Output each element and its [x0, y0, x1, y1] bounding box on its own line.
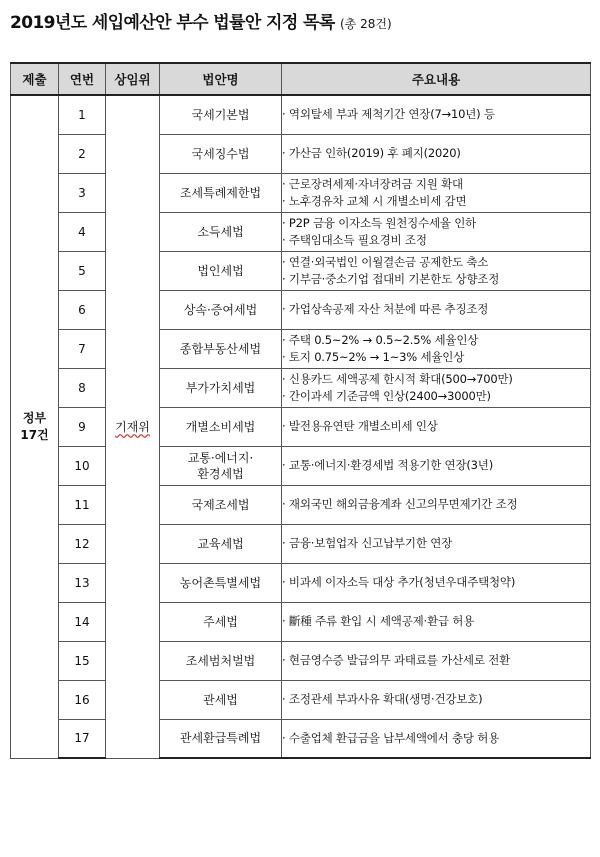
bill-name: 농어촌특별세법	[160, 563, 282, 602]
content-line: · 근로장려세제·자녀장려금 지원 확대	[282, 176, 590, 193]
row-number: 7	[59, 329, 106, 368]
row-number: 6	[59, 290, 106, 329]
bill-contents	[282, 719, 591, 758]
content-line: · 수출업체 환급금을 납부세액에서 충당 허용	[282, 730, 590, 747]
bill-contents	[282, 407, 591, 446]
row-number: 1	[59, 95, 106, 134]
table-row	[11, 485, 591, 524]
row-number: 16	[59, 680, 106, 719]
bill-contents	[282, 212, 591, 251]
bill-name: 조세특례제한법	[160, 173, 282, 212]
bill-contents	[282, 95, 591, 134]
content-line: · 역외탈세 부과 제척기간 연장(7→10년) 등	[282, 106, 590, 123]
content-line: · 발전용유연탄 개별소비세 인상	[282, 418, 590, 435]
row-number: 9	[59, 407, 106, 446]
bill-contents	[282, 368, 591, 407]
content-line: · 비과세 이자소득 대상 추가(청년우대주택청약)	[282, 574, 590, 591]
content-line: · 현금영수증 발급의무 과태료를 가산세로 전환	[282, 652, 590, 669]
table-row	[11, 680, 591, 719]
row-number: 4	[59, 212, 106, 251]
table-row	[11, 173, 591, 212]
bill-contents	[282, 641, 591, 680]
bill-name: 국세기본법	[160, 95, 282, 134]
content-line: · 노후경유차 교체 시 개별소비세 감면	[282, 193, 590, 210]
header-contents: 주요내용	[282, 63, 591, 95]
row-number: 13	[59, 563, 106, 602]
bill-name: 소득세법	[160, 212, 282, 251]
content-line: · 간이과세 기준금액 인상(2400→3000만)	[282, 388, 590, 405]
header-bill-name: 법안명	[160, 63, 282, 95]
content-line: · 주택임대소득 필요경비 조정	[282, 232, 590, 249]
row-number: 10	[59, 446, 106, 485]
row-number: 3	[59, 173, 106, 212]
table-header-row	[11, 63, 591, 95]
content-line: · 교통·에너지·환경세법 적용기한 연장(3년)	[282, 457, 590, 474]
bill-contents	[282, 251, 591, 290]
bill-contents	[282, 329, 591, 368]
bill-name: 개별소비세법	[160, 407, 282, 446]
bill-contents	[282, 563, 591, 602]
table-body	[11, 95, 591, 758]
table-row	[11, 95, 591, 134]
table-row	[11, 212, 591, 251]
bill-contents	[282, 524, 591, 563]
table-row	[11, 602, 591, 641]
bill-name: 종합부동산세법	[160, 329, 282, 368]
table-row	[11, 368, 591, 407]
row-number: 17	[59, 719, 106, 758]
page-title	[10, 8, 392, 33]
content-line: · 신용카드 세액공제 한시적 확대(500→700만)	[282, 371, 590, 388]
bill-contents	[282, 485, 591, 524]
table-row	[11, 290, 591, 329]
committee-label: 기재위	[115, 420, 150, 435]
table-row	[11, 407, 591, 446]
header-number: 연번	[59, 63, 106, 95]
title-count: (총 28건)	[340, 17, 392, 31]
bill-contents	[282, 602, 591, 641]
bill-contents	[282, 290, 591, 329]
bill-table	[10, 62, 591, 759]
row-number: 11	[59, 485, 106, 524]
bill-name: 교육세법	[160, 524, 282, 563]
bill-name: 국세징수법	[160, 134, 282, 173]
row-number: 15	[59, 641, 106, 680]
row-number: 12	[59, 524, 106, 563]
bill-name: 관세법	[160, 680, 282, 719]
table-row	[11, 719, 591, 758]
bill-name: 부가가치세법	[160, 368, 282, 407]
bill-contents	[282, 680, 591, 719]
committee-cell	[106, 95, 160, 758]
content-line: · 조정관세 부과사유 확대(생명·건강보호)	[282, 691, 590, 708]
row-number: 8	[59, 368, 106, 407]
bill-name: 법인세법	[160, 251, 282, 290]
submitter-cell: 정부 17건	[11, 95, 59, 758]
bill-contents	[282, 173, 591, 212]
row-number: 2	[59, 134, 106, 173]
content-line: · 가산금 인하(2019) 후 폐지(2020)	[282, 145, 590, 162]
title-main: 2019년도 세입예산안 부수 법률안 지정 목록	[10, 13, 335, 33]
bill-name: 국제조세법	[160, 485, 282, 524]
content-line: · 기부금·중소기업 접대비 기본한도 상향조정	[282, 271, 590, 288]
content-line: · 주택 0.5~2% → 0.5~2.5% 세율인상	[282, 332, 590, 349]
content-line: · 가업상속공제 자산 처분에 따른 추징조정	[282, 301, 590, 318]
bill-contents	[282, 134, 591, 173]
content-line: · P2P 금융 이자소득 원천징수세율 인하	[282, 215, 590, 232]
content-line: · 연결·외국법인 이월결손금 공제한도 축소	[282, 254, 590, 271]
row-number: 5	[59, 251, 106, 290]
bill-contents	[282, 446, 591, 485]
header-committee: 상임위	[106, 63, 160, 95]
table-row	[11, 134, 591, 173]
content-line: · 금융·보험업자 신고납부기한 연장	[282, 535, 590, 552]
header-submitter: 제출	[11, 63, 59, 95]
table-row	[11, 329, 591, 368]
row-number: 14	[59, 602, 106, 641]
bill-name: 교통·에너지· 환경세법	[160, 446, 282, 485]
table-row	[11, 524, 591, 563]
table-row	[11, 251, 591, 290]
bill-name: 상속·증여세법	[160, 290, 282, 329]
table-row	[11, 446, 591, 485]
bill-name: 주세법	[160, 602, 282, 641]
bill-name: 조세범처벌법	[160, 641, 282, 680]
content-line: · 재외국민 해외금융계좌 신고의무면제기간 조정	[282, 496, 590, 513]
bill-name: 관세환급특례법	[160, 719, 282, 758]
table-row	[11, 563, 591, 602]
content-line: · 斷種 주류 환입 시 세액공제·환급 허용	[282, 613, 590, 630]
table-row	[11, 641, 591, 680]
content-line: · 토지 0.75~2% → 1~3% 세율인상	[282, 349, 590, 366]
